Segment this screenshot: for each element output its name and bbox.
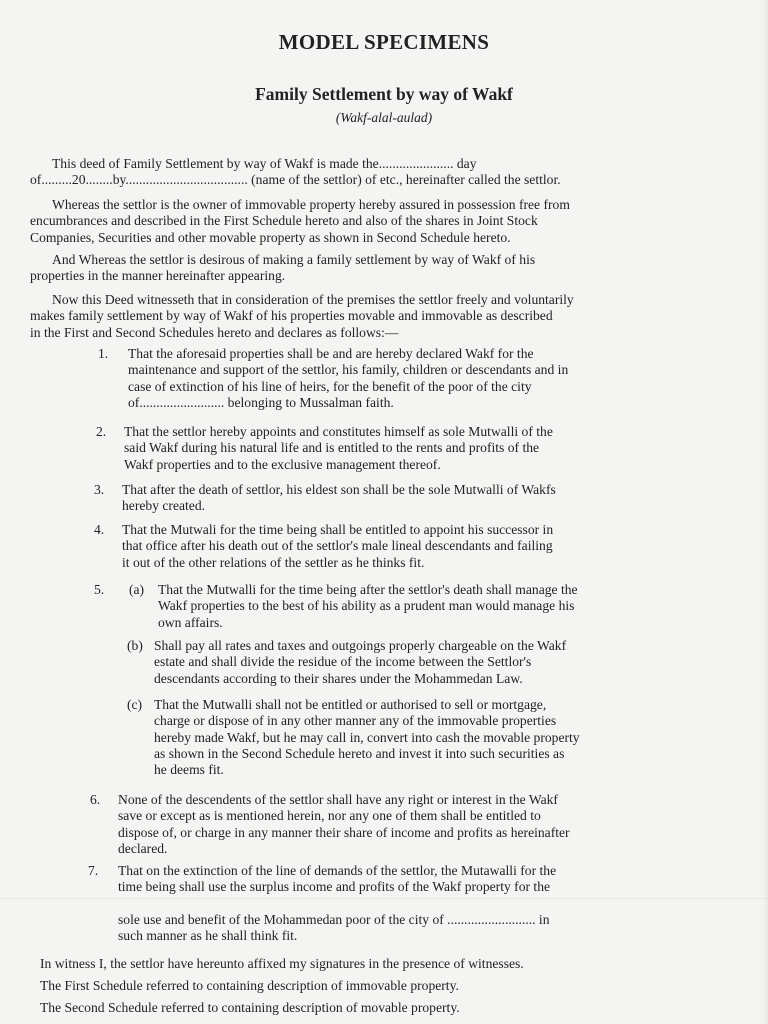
deed-subtitle: (Wakf-alal-aulad) [335, 110, 433, 125]
subclause-label: (b) [127, 638, 143, 653]
clause-number: 5. [94, 582, 105, 597]
closing-witness: In witness I, the settlor have hereunto affixed my signatures in the presence of witnesses. [40, 956, 524, 971]
clause-line: sole use and benefit of the Mohammedan poor of the city of .......................... in [118, 912, 550, 927]
clause-line: Wakf properties to the best of his ability as a prudent man would manage his [158, 598, 575, 614]
intro-line: This deed of Family Settlement by way of Wakf is made the...................... day [52, 156, 477, 171]
clause-line: case of extinction of his line of heirs, for the benefit of the poor of the city [128, 378, 532, 394]
clause-line: descendants according to their shares under the Mohammedan Law. [154, 670, 523, 686]
now-this-line: makes family settlement by way of Wakf of his properties movable and immovable as described [30, 308, 553, 324]
clause-number: 2. [96, 424, 107, 439]
deed-title: Family Settlement by way of Wakf [255, 84, 513, 104]
and-whereas-line: And Whereas the settlor is desirous of making a family settlement by way of Wakf of his [52, 252, 536, 267]
clause-line: That on the extinction of the line of demands of the settlor, the Mutawalli for the [118, 863, 557, 878]
clause-line: That after the death of settlor, his eldest son shall be the sole Mutwalli of Wakfs [122, 482, 556, 497]
clause-number: 4. [94, 522, 105, 537]
now-this-line: in the First and Second Schedules hereto and declares as follows:— [30, 324, 399, 340]
clause-line: of......................... belonging to Mussalman faith. [128, 394, 394, 410]
closing-first-schedule: The First Schedule referred to containing description of immovable property. [40, 978, 459, 993]
clause-number: 7. [88, 863, 99, 878]
closing-second-schedule: The Second Schedule referred to containing description of movable property. [40, 1000, 460, 1015]
clause-line: That the aforesaid properties shall be and are hereby declared Wakf for the [128, 346, 534, 361]
clause-line: maintenance and support of the settlor, his family, children or descendants and in [128, 362, 569, 378]
page-fold [0, 898, 768, 899]
now-this-line: Now this Deed witnesseth that in consideration of the premises the settlor freely and voluntarily [52, 292, 574, 307]
clause-number: 3. [94, 482, 105, 497]
subclause-label: (a) [129, 582, 145, 597]
whereas-line: Whereas the settlor is the owner of immovable property hereby assured in possession free from [52, 197, 570, 212]
whereas-paragraph [30, 197, 702, 246]
clause-line: said Wakf during his natural life and is entitled to the rents and profits of the [124, 440, 540, 456]
clause-line: hereby made Wakf, but he may call in, convert into cash the movable property [154, 729, 580, 745]
clause-line: hereby created. [122, 498, 206, 514]
clause-line: declared. [118, 840, 168, 856]
clause-line: Shall pay all rates and taxes and outgoings properly chargeable on the Wakf [154, 638, 567, 653]
clause-line: that office after his death out of the settlor's male lineal descendants and failing [122, 538, 553, 554]
whereas-line: encumbrances and described in the First Schedule hereto and also of the shares in Joint Stock [30, 213, 538, 229]
clause-line: as shown in the Second Schedule hereto and invest it into such securities as [154, 745, 565, 761]
and-whereas-line: properties in the manner hereinafter appearing. [30, 268, 286, 284]
clause-line: he deems fit. [154, 762, 224, 778]
clause-line: None of the descendents of the settlor shall have any right or interest in the Wakf [118, 792, 558, 807]
clause-line: it out of the other relations of the settler as he thinks fit. [122, 554, 425, 570]
subclause-label: (c) [127, 697, 143, 712]
clause-number: 1. [98, 346, 109, 361]
clause-line: That the settlor hereby appoints and constitutes himself as sole Mutwalli of the [124, 424, 553, 439]
clause-line: charge or dispose of in any other manner any of the immovable properties [154, 713, 557, 729]
clause-line: That the Mutwalli for the time being after the settlor's death shall manage the [158, 582, 578, 597]
whereas-line: Companies, Securities and other movable property as shown in Second Schedule hereto. [30, 229, 511, 245]
clause-line: own affairs. [158, 614, 223, 630]
clause-line: dispose of, or charge in any manner their share of income and profits as hereinafter [118, 824, 570, 840]
and-whereas-paragraph [30, 252, 702, 285]
clause-number: 6. [90, 792, 101, 807]
clause-line: save or except as is mentioned herein, nor any one of them shall be entitled to [118, 808, 541, 824]
clause-line: That the Mutwalli shall not be entitled or authorised to sell or mortgage, [154, 697, 547, 712]
intro-paragraph [30, 156, 702, 189]
clause-line: That the Mutwali for the time being shall be entitled to appoint his successor in [122, 522, 554, 537]
clause-line: estate and shall divide the residue of the income between the Settlor's [154, 654, 532, 670]
now-this-paragraph [30, 292, 702, 341]
clause-line: such manner as he shall think fit. [118, 928, 298, 944]
intro-line: of.........20........by.................................... (name of the settlor) of etc., hereinafter called the settlor. [30, 172, 561, 188]
page-edge-shadow [762, 0, 768, 1024]
page-title: MODEL SPECIMENS [278, 30, 490, 54]
clause-line: Wakf properties and to the exclusive management thereof. [124, 456, 441, 472]
clause-line: time being shall use the surplus income and profits of the Wakf property for the [118, 879, 551, 895]
